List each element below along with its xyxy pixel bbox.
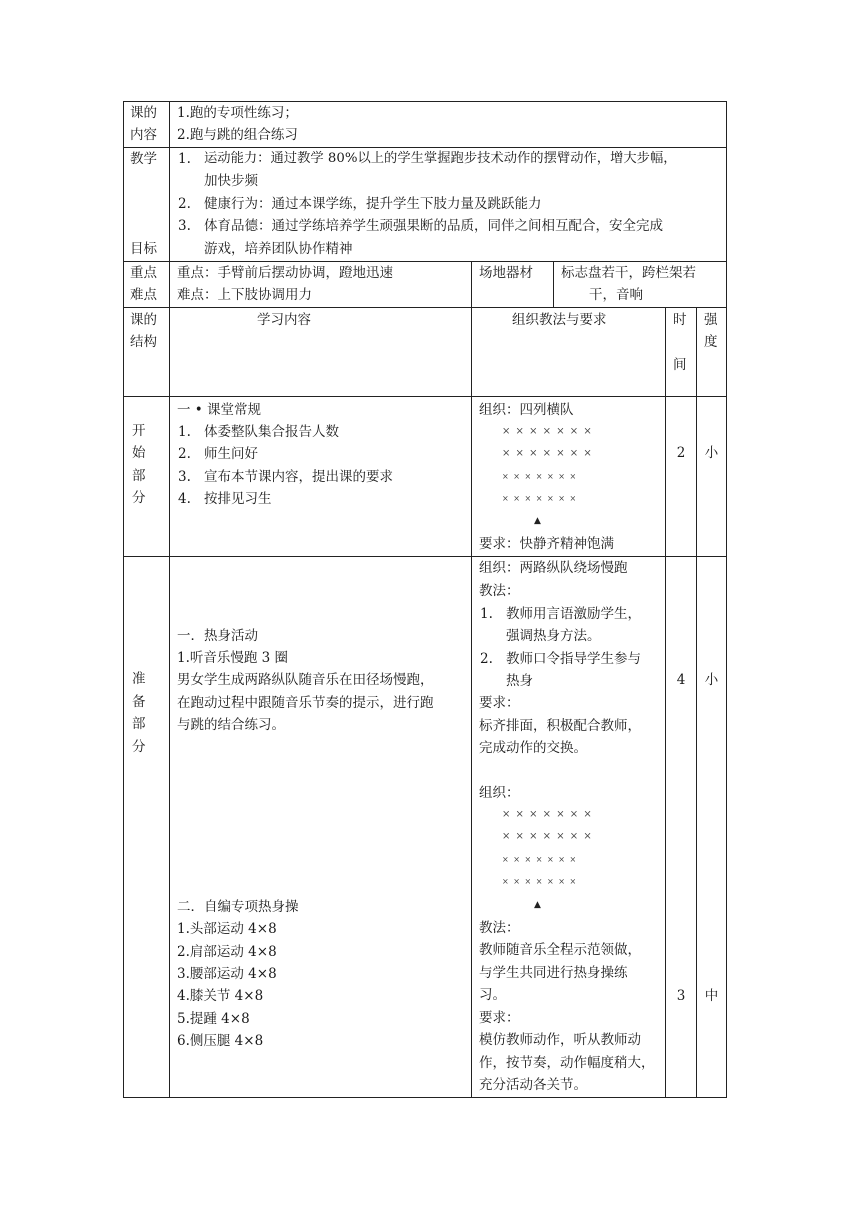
method-num: 2. [480,651,493,667]
objective-text: 健康行为：通过本课学练，提升学生下肢力量及跳跃能力 [204,196,542,212]
method-text: 教师口令指导学生参与 [506,651,641,667]
exercise-item: 4.膝关节 4×8 [177,988,264,1004]
key-point: 重点：手臂前后摆动协调，蹬地迅速 [177,265,393,281]
content-item: 1.跑的专项性练习； [177,105,298,121]
method-label: 教法： [479,920,520,936]
grid-line [696,307,697,1098]
header-structure: 结构 [130,334,157,350]
formation-row: × × × × × × × [502,494,578,503]
header-time: 时 [673,312,687,328]
routine-item: 宣布本节课内容，提出课的要求 [204,469,393,485]
warmup-subtitle: 1.听音乐慢跑 3 圈 [177,650,289,666]
requirement-label: 要求： [479,1010,520,1026]
objective-text: 加快步频 [204,173,258,189]
intensity-value: 小 [704,672,719,688]
time-value: 3 [676,988,686,1004]
header-method: 组织教法与要求 [512,312,607,328]
teacher-position-icon: ▲ [534,516,541,526]
grid-line [169,101,170,1098]
section-label-start: 始 [132,445,146,461]
section-label-prep: 准 [132,671,146,687]
header-intensity: 强 [704,312,718,328]
method-text: 习。 [479,987,506,1003]
routine-item: 师生问好 [204,446,258,462]
routine-item: 按排见习生 [204,491,272,507]
objective-num: 1. [178,151,191,167]
requirement-text: 完成动作的交换。 [479,740,587,756]
row-label-content: 课的 [130,105,157,121]
organization-text: 组织：四列横队 [479,402,574,418]
method-label: 教法： [479,583,520,599]
warmup-description: 与跳的结合练习。 [177,717,285,733]
formation-row: × × × × × × × [502,809,593,820]
difficulty-point: 难点：上下肢协调用力 [177,287,312,303]
organization-text: 组织： [479,785,520,801]
requirement-label: 要求： [479,695,520,711]
row-label-keypoints: 重点 [130,265,157,281]
header-content: 学习内容 [257,312,311,328]
intensity-value: 小 [704,445,719,461]
exercise-item: 5.提踵 4×8 [177,1011,250,1027]
grid-line [123,396,727,397]
section-label-prep: 分 [132,739,146,755]
equipment-value: 标志盘若干，跨栏架若 [561,265,696,281]
grid-line [123,556,727,557]
section-label-prep: 部 [132,716,146,732]
teacher-position-icon: ▲ [534,900,541,910]
row-label-objectives: 目标 [130,241,157,257]
routine-title: 一 • 课堂常规 [177,402,262,418]
grid-line [123,1097,727,1098]
section-label-prep: 备 [132,694,146,710]
objective-text: 体育品德：通过学练培养学生顽强果断的品质，同伴之间相互配合，安全完成 [204,218,663,234]
requirement-text: 标齐排面，积极配合教师， [479,718,641,734]
method-text: 强调热身方法。 [506,628,601,644]
routine-num: 3. [178,469,191,485]
intensity-value: 中 [704,988,719,1004]
formation-row: × × × × × × × [502,448,593,459]
equipment-label: 场地器材 [479,265,533,281]
section-label-start: 开 [132,423,146,439]
organization-text: 组织：两路纵队绕场慢跑 [479,560,628,576]
warmup-description: 在跑动过程中跟随音乐节奏的提示，进行跑 [177,695,434,711]
grid-line [471,261,472,1098]
objective-text: 运动能力：通过教学 80%以上的学生掌握跑步技术动作的摆臂动作，增大步幅， [204,151,677,166]
exercise-item: 6.侧压腿 4×8 [177,1033,264,1049]
requirement-text: 要求：快静齐精神饱满 [479,536,614,552]
grid-line [665,307,666,1098]
objective-num: 3. [178,218,191,234]
grid-line [123,101,124,1098]
requirement-text: 模仿教师动作，听从教师动 [479,1032,641,1048]
formation-row: × × × × × × × [502,831,593,842]
requirement-text: 充分活动各关节。 [479,1077,587,1093]
header-structure: 课的 [130,312,157,328]
formation-row: × × × × × × × [502,426,593,437]
formation-row: × × × × × × × [502,855,578,864]
exercise-item: 3.腰部运动 4×8 [177,966,277,982]
formation-row: × × × × × × × [502,472,578,481]
exercise-item: 1.头部运动 4×8 [177,921,277,937]
row-label-objectives: 教学 [130,151,157,167]
method-text: 热身 [506,673,533,689]
routine-num: 4. [178,491,191,507]
warmup-description: 男女学生成两路纵队随音乐在田径场慢跑， [177,672,434,688]
method-text: 教师随音乐全程示范领做， [479,942,641,958]
method-num: 1. [480,606,493,622]
requirement-text: 作，按节奏，动作幅度稍大， [479,1055,655,1071]
method-text: 教师用言语激励学生， [506,606,641,622]
time-value: 4 [676,672,686,688]
grid-line [123,307,727,308]
row-label-keypoints: 难点 [130,287,157,303]
routine-num: 2. [178,446,191,462]
warmup-title: 一．热身活动 [177,628,258,644]
header-intensity: 度 [704,334,718,350]
equipment-value: 干，音响 [589,287,643,303]
header-time: 间 [673,357,687,373]
exercise-title: 二．自编专项热身操 [177,899,299,915]
objective-text: 游戏，培养团队协作精神 [204,241,353,257]
routine-num: 1. [178,424,191,440]
section-label-start: 分 [132,490,146,506]
row-label-content: 内容 [130,127,157,143]
section-label-start: 部 [132,468,146,484]
exercise-item: 2.肩部运动 4×8 [177,944,277,960]
objective-num: 2. [178,196,191,212]
time-value: 2 [676,445,686,461]
method-text: 与学生共同进行热身操练 [479,965,628,981]
routine-item: 体委整队集合报告人数 [204,424,339,440]
grid-line [726,101,727,1098]
grid-line [553,261,554,307]
formation-row: × × × × × × × [502,877,578,886]
content-item: 2.跑与跳的组合练习 [177,127,298,143]
